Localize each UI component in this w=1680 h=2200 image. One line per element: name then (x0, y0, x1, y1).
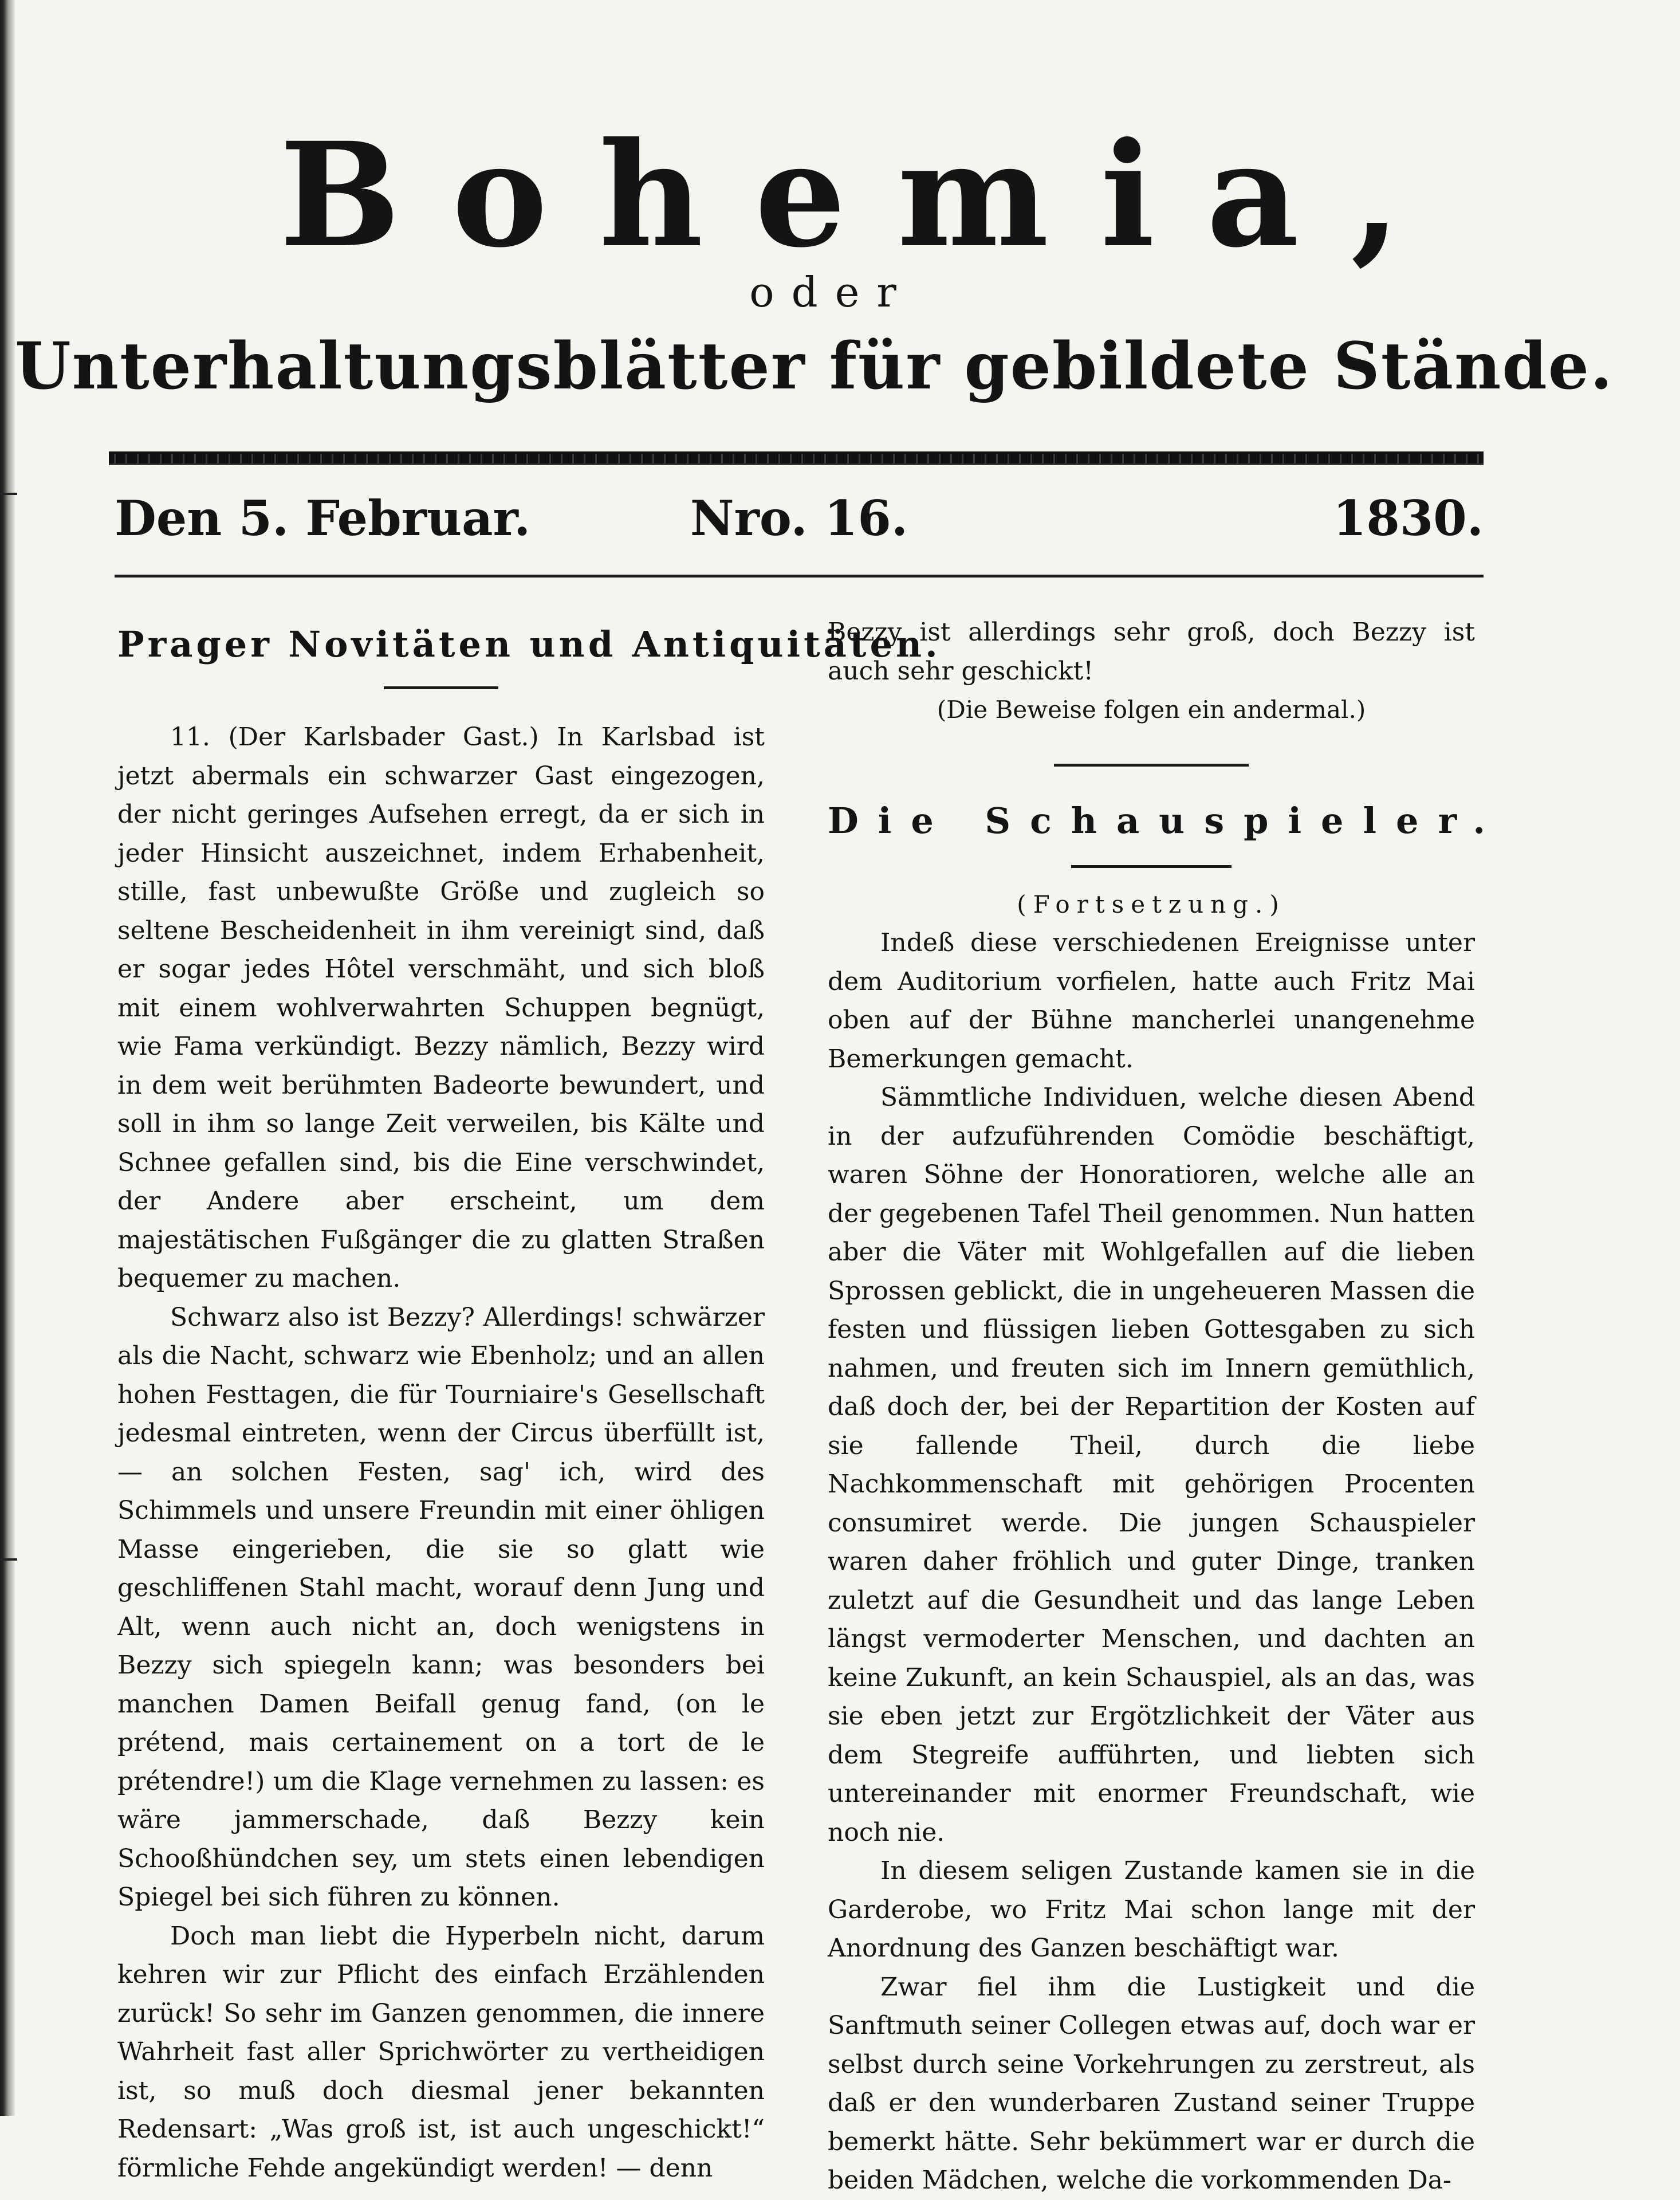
story-paragraph: Indeß diese verschiedenen Ereignisse unter dem Auditorium vorfielen, hatte auch Fritz Mai oben auf der Bühne mancherlei unangenehme Bemerkungen gemacht. (828, 928, 1475, 1074)
masthead-rule (109, 451, 1484, 465)
dateline (115, 487, 1484, 550)
article-paragraph: 11. (Der Karlsbader Gast.) In Karlsbad ist jetzt abermals ein schwarzer Gast eingezogen, der nicht geringes Aufsehen erregt, da er sich in jeder Hinsicht auszeichnet, indem Erhabenheit, stille, fast unbewußte Größe und zugleich so seltene Bescheidenheit in ihm vereinigt sind, daß er sogar jedes Hôtel verschmäht, und sich bloß mit einem wohlverwahrten Schuppen begnügt, wie Fama verkündigt. Bezzy nämlich, Bezzy wird in dem weit berühmten Badeorte bewundert, und soll in ihm so lange Zeit verweilen, bis Kälte und Schnee gefallen sind, bis die Eine verschwindet, der Andere aber erscheint, um dem majestätischen Fußgänger die zu glatten Straßen bequemer zu machen. (117, 722, 765, 1293)
binding-mark (0, 493, 17, 495)
binding-mark (0, 1558, 17, 1561)
story-paragraph: In diesem seligen Zustande kamen sie in die Garderobe, wo Fritz Mai schon lange mit der Anordnung des Ganzen beschäftigt war. (828, 1856, 1475, 1963)
section-divider (1071, 865, 1232, 868)
left-column (117, 613, 941, 2183)
title-conjunction: oder (749, 268, 914, 316)
proof-note: (Die Beweise folgen ein andermal.) (937, 696, 1366, 724)
article-paragraph: Doch man liebt die Hyperbeln nicht, darum kehren wir zur Pflicht des einfach Erzählenden zurück! So sehr im Ganzen genommen, die innere Wahrheit fast aller Sprichwörter zu vertheidigen ist, so muß doch diesmal jener bekannten Redensart: „Was groß ist, ist auch ungeschickt!“ förmliche Fehde angekündigt werden! — denn (117, 1921, 765, 2183)
dateline-rule (115, 575, 1484, 578)
issue-year: 1830. (1332, 490, 1484, 547)
story-paragraph: Sämmtliche Individuen, welche diesen Abend in der aufzuführenden Comödie beschäftigt, waren Söhne der Honoratioren, welche alle an der gegebenen Tafel Theil genommen. Nun hatten aber die Väter mit Wohlgefallen auf die lieben Sprossen geblickt, die in ungeheueren Massen die festen und flüssigen lieben Gottesgaben zu sich nahmen, und freuten sich im Innern gemüthlich, daß doch der, bei der Repartition der Kosten auf sie fallende Theil, durch die liebe Nachkommenschaft mit gehörigen Procenten consumiret werde. Die jungen Schauspieler waren daher fröhlich und guter Dinge, tranken zuletzt auf die Gesundheit und das lange Leben längst vermoderter Menschen, und dachten an keine Zukunft, an kein Schauspiel, als an das, was sie eben jetzt zur Ergötzlichkeit der Väter aus dem Stegreife aufführten, und liebten sich untereinander mit enormer Freundschaft, wie noch nie. (828, 1083, 1475, 1847)
right-column (828, 613, 1505, 2195)
section-divider (1054, 764, 1249, 767)
issue-number: Nro. 16. (690, 490, 908, 547)
continued-text: Bezzy ist allerdings sehr groß, doch Bezzy ist auch sehr geschickt! (828, 618, 1475, 686)
issue-date: Den 5. Februar. (115, 490, 531, 547)
continuation-label: (Fortsetzung.) (1017, 890, 1286, 918)
newspaper-title: Bohemia, (279, 111, 1453, 279)
section-heading: Prager Novitäten und Antiquitäten. (117, 623, 941, 665)
story-paragraph: Zwar fiel ihm die Lustigkeit und die Sanftmuth seiner Collegen etwas auf, doch war er selbst durch seine Vorkehrungen zu zerstreut, als daß er den wunderbaren Zustand seiner Truppe bemerkt hätte. Sehr bekümmert war er durch die beiden Mädchen, welche die vorkommenden Da- (828, 1972, 1475, 2195)
story-heading: Die Schauspieler. (828, 799, 1505, 842)
section-divider (384, 686, 498, 689)
newspaper-subtitle: Unterhaltungsblätter für gebildete Stände. (14, 329, 1614, 404)
article-paragraph: Schwarz also ist Bezzy? Allerdings! schwärzer als die Nacht, schwarz wie Ebenholz; und an allen hohen Festtagen, die für Tourniaire's Gesellschaft jedesmal eintreten, wenn der Circus überfüllt ist, — an solchen Festen, sag' ich, wird des Schimmels und unsere Freundin mit einer öhligen Masse eingerieben, die sie so glatt wie geschliffenen Stahl macht, worauf denn Jung und Alt, wenn auch nicht an, doch wenigstens in Bezzy sich spiegeln kann; was besonders bei manchen Damen Beifall genug fand, (on le prétend, mais certainement on a tort de le prétendre!) um die Klage vernehmen zu lassen: es wäre jammerschade, daß Bezzy kein Schooßhündchen sey, um stets einen lebendigen Spiegel bei sich führen zu können. (117, 1302, 765, 1912)
